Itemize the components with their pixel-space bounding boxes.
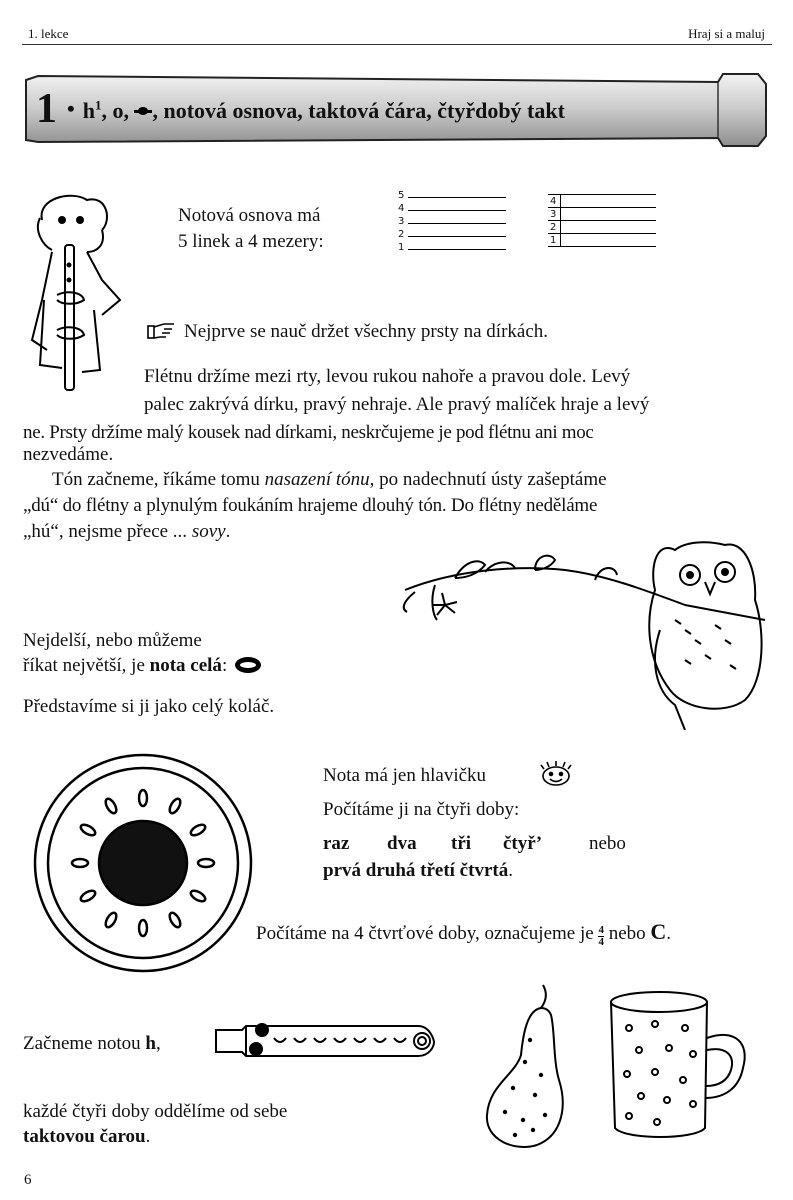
- count-word: tři: [451, 833, 472, 854]
- text: Tón začneme, říkáme tomu: [52, 469, 265, 490]
- whole-note-line-icon: [134, 110, 152, 113]
- title-dot: •: [67, 96, 75, 121]
- italic-term: sovy: [191, 521, 226, 542]
- title-part-h: h: [82, 98, 95, 123]
- staff-line: [548, 207, 656, 208]
- text: .: [666, 923, 672, 944]
- pointing-hand-icon: [146, 320, 176, 342]
- text: „hú“, nejsme přece ...: [23, 521, 192, 542]
- staff-intro-line2: 5 linek a 4 mezery:: [178, 231, 324, 252]
- text: .: [145, 1126, 151, 1147]
- line-label: 2: [398, 229, 405, 240]
- page-number: 6: [24, 1172, 32, 1188]
- lesson-label: 1. lekce: [28, 26, 69, 41]
- lesson-number: 1: [36, 86, 57, 132]
- staff-line: [548, 233, 656, 234]
- space-label: 1: [550, 235, 557, 246]
- staff-line: [548, 246, 656, 247]
- title-part-rest: , notová osnova, taktová čára, čtyřdobý takt: [152, 98, 565, 123]
- note-head-line: [323, 762, 486, 790]
- staff-lines-diagram: [398, 190, 508, 258]
- paragraph1-line2: palec zakrývá dírku, pravý nehraje. Ale pravý malíček hraje a levý: [144, 394, 650, 415]
- paragraph1-line4: nezvedáme.: [23, 444, 114, 465]
- space-label: 4: [550, 196, 557, 207]
- staff-line: [408, 197, 506, 198]
- text: nebo: [603, 923, 651, 944]
- header-rule: [22, 44, 772, 45]
- count-words-bold: prvá druhá třetí čtvrtá: [323, 860, 509, 881]
- whole-note-line2: [23, 652, 261, 680]
- boy-with-flute-illustration: [22, 190, 132, 400]
- paragraph2-line2: „dú“ do flétny a plynulým foukáním hrajeme dlouhý tón. Do flétny neděláme: [23, 495, 598, 516]
- staff-line: [548, 220, 656, 221]
- whole-note-icon: [235, 657, 261, 673]
- count-words-row2: [323, 857, 513, 885]
- space-label: 2: [550, 222, 557, 233]
- title-superscript: 1: [94, 97, 102, 113]
- text: .: [508, 860, 513, 881]
- paragraph1-line3: ne. Prsty držíme malý kousek nad dírkami, neskrčujeme je pod flétnu ani moc: [23, 422, 594, 443]
- text: Začneme notou: [23, 1033, 146, 1054]
- tip-text: Nejprve se nauč držet všechny prsty na dírkách.: [184, 321, 549, 342]
- whole-note-line1: Nejdelší, nebo můžeme: [23, 630, 202, 651]
- bold-term: nota celá: [149, 655, 222, 676]
- text: Počítáme na 4 čtvrťové doby, označujeme je: [256, 923, 599, 944]
- staff-line: [408, 236, 506, 237]
- count-word: raz: [323, 833, 350, 854]
- staff-line: [408, 210, 506, 211]
- text: , po nadechnutí ústy zašeptáme: [369, 469, 607, 490]
- lesson-title: [36, 85, 565, 133]
- staff-line: [408, 249, 506, 250]
- cake-plate-illustration: [30, 750, 256, 976]
- pear-illustration: [475, 980, 575, 1155]
- barline-line1: každé čtyři doby oddělíme od sebe: [23, 1101, 288, 1122]
- book-title: Hraj si a maluj: [688, 26, 765, 41]
- text: .: [225, 521, 231, 542]
- staff-spaces-diagram: [548, 190, 660, 258]
- whole-note-line3: Představíme si ji jako celý koláč.: [23, 696, 275, 717]
- staff-line: [548, 194, 656, 195]
- staff-intro-line1: Notová osnova má: [178, 205, 321, 226]
- count-word: dva: [387, 833, 417, 854]
- mug-illustration: [605, 988, 753, 1146]
- text: :: [221, 655, 228, 676]
- owl-on-branch-illustration: [385, 530, 775, 730]
- count-line: Počítáme ji na čtyři doby:: [323, 799, 520, 820]
- barline-line2: [23, 1123, 150, 1151]
- space-label: 3: [550, 209, 557, 220]
- line-label: 3: [398, 216, 405, 227]
- paragraph1-line1: Flétnu držíme mezi rty, levou rukou nahoře a pravou dole. Levý: [144, 366, 631, 387]
- text: říkat největší, je: [23, 655, 150, 676]
- text: Nota má jen hlavičku: [323, 765, 487, 786]
- start-note-line: [23, 1030, 161, 1058]
- count-words-row1: [323, 830, 583, 858]
- line-label: 1: [398, 242, 405, 253]
- or-word: nebo: [589, 833, 626, 854]
- recorder-fingering-diagram: [212, 1018, 438, 1064]
- text: ,: [155, 1033, 161, 1054]
- fraction-bottom: 4: [598, 936, 604, 948]
- quarter-beats-line: [256, 918, 671, 948]
- fraction-top: 4: [598, 924, 604, 936]
- paragraph2-line1: [52, 466, 607, 494]
- line-label: 4: [398, 203, 405, 214]
- label-divider: [560, 194, 561, 246]
- staff-line: [408, 223, 506, 224]
- smiley-note-head-icon: [536, 760, 576, 788]
- note-name: h: [145, 1033, 156, 1054]
- common-time-symbol: C: [650, 919, 667, 944]
- bold-term: taktovou čarou: [23, 1126, 146, 1147]
- paragraph2-line3: [23, 518, 230, 546]
- italic-term: nasazení tónu: [264, 469, 370, 490]
- line-label: 5: [398, 190, 405, 201]
- count-word: čtyř’: [503, 833, 543, 854]
- title-part-o: , o,: [101, 98, 135, 123]
